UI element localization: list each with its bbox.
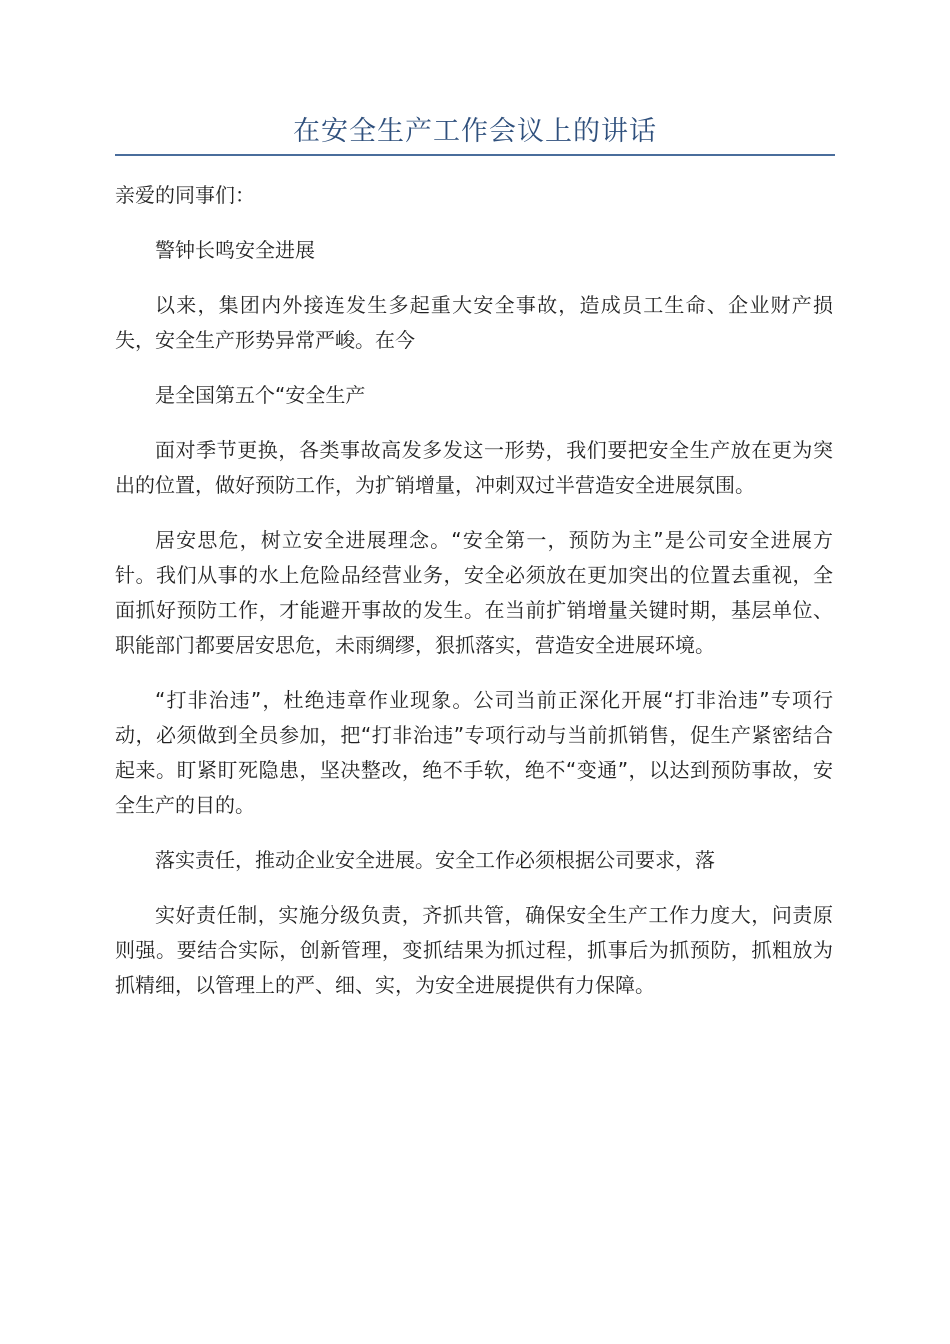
paragraph-8: 实好责任制，实施分级负责，齐抓共管，确保安全生产工作力度大，问责原则强。要结合实际，创新管理，变抓结果为抓过程，抓事后为抓预防，抓粗放为抓精细，以管理上的严、细、实，为安全进展提供有力保障。 [115,903,833,997]
salutation: 亲爱的同事们： [115,183,255,207]
paragraph-4: 面对季节更换，各类事故高发多发这一形势，我们要把安全生产放在更为突出的位置，做好预防工作，为扩销增量，冲刺双过半营造安全进展氛围。 [115,438,833,497]
title-underline [115,154,835,156]
paragraph-3: 是全国第五个“安全生产 [155,383,366,407]
paragraph-1: 警钟长鸣安全进展 [155,238,315,262]
paragraph-6: “打非治违”，杜绝违章作业现象。公司当前正深化开展“打非治违”专项行动，必须做到全员参加，把“打非治违”专项行动与当前抓销售，促生产紧密结合起来。盯紧盯死隐患，坚决整改，绝不手软，绝不“变通”，以达到预防事故，安全生产的目的。 [115,688,833,817]
paragraph-2: 以来，集团内外接连发生多起重大安全事故，造成员工生命、企业财产损失，安全生产形势异常严峻。在今 [115,293,833,352]
paragraph-5: 居安思危，树立安全进展理念。“安全第一，预防为主”是公司安全进展方针。我们从事的水上危险品经营业务，安全必须放在更加突出的位置去重视，全面抓好预防工作，才能避开事故的发生。在当前扩销增量关键时期，基层单位、职能部门都要居安思危，未雨绸缪，狠抓落实，营造安全进展环境。 [115,528,833,657]
document-title: 在安全生产工作会议上的讲话 [293,116,657,147]
document-body [115,178,833,1023]
paragraph-7: 落实责任，推动企业安全进展。安全工作必须根据公司要求，落 [155,848,715,872]
